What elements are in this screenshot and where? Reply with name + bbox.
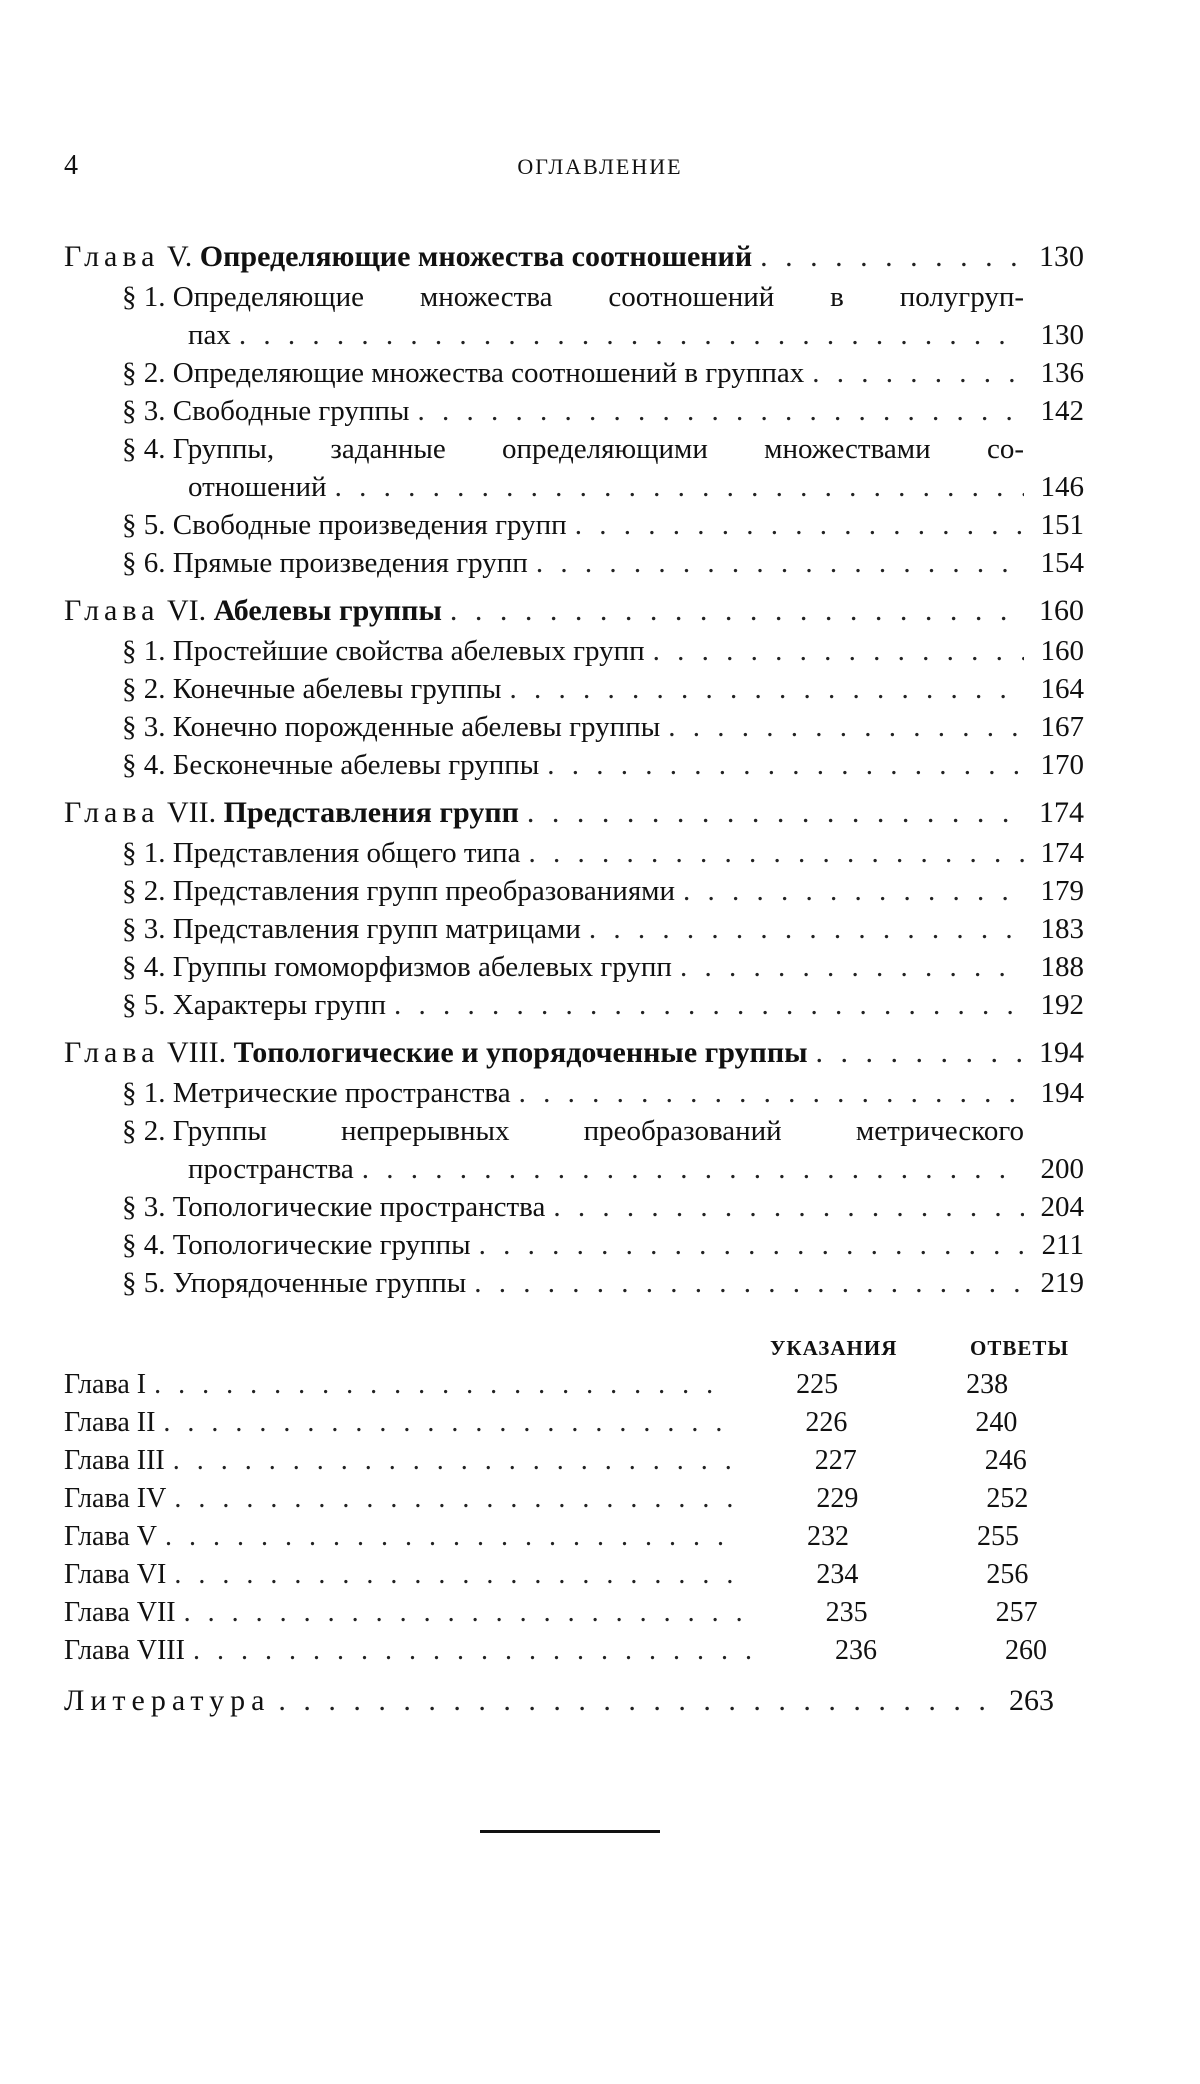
leader-dots xyxy=(536,544,1024,582)
section-number: § 4. xyxy=(122,951,166,983)
section-title: Упорядоченные группы xyxy=(172,1267,467,1299)
table-row[interactable] xyxy=(64,1594,1084,1632)
section-title: Определяющие множества соотношений в полугруп- xyxy=(172,281,1024,313)
column-header-hints: УКАЗАНИЯ xyxy=(770,1336,898,1360)
section-page: 188 xyxy=(1040,951,1084,983)
chapter-vii xyxy=(64,792,1084,1024)
hint-page: 236 xyxy=(834,1635,877,1666)
section-list xyxy=(122,632,1084,784)
page-number: 4 xyxy=(64,150,78,181)
answer-page: 246 xyxy=(984,1445,1027,1476)
chapter-page: 130 xyxy=(1039,240,1084,273)
hint-page: 227 xyxy=(814,1445,857,1476)
toc-entry[interactable] xyxy=(122,834,1084,872)
column-header-answers: ОТВЕТЫ xyxy=(970,1336,1069,1360)
section-page: 219 xyxy=(1040,1267,1084,1299)
leader-dots xyxy=(527,792,1024,834)
chapter-page: 194 xyxy=(1039,1036,1084,1069)
section-title: Топологические пространства xyxy=(172,1191,546,1223)
leader-dots xyxy=(519,1074,1024,1112)
section-number: § 1. xyxy=(122,281,166,313)
section-number: § 1. xyxy=(122,635,166,667)
leader-dots xyxy=(154,1366,714,1404)
section-number: § 1. xyxy=(122,837,166,869)
chapter-v xyxy=(64,236,1084,582)
section-title: Бесконечные абелевы группы xyxy=(172,749,540,781)
section-number: § 1. xyxy=(122,1077,166,1109)
leader-dots xyxy=(394,986,1024,1024)
answer-page: 238 xyxy=(966,1369,1009,1400)
leader-dots xyxy=(553,1188,1024,1226)
section-number: § 5. xyxy=(122,509,166,541)
chapter-prefix: Глава xyxy=(64,594,160,627)
section-title: Представления групп преобразованиями xyxy=(172,875,676,907)
leader-dots xyxy=(450,590,1024,632)
chapter-heading[interactable] xyxy=(64,590,1084,632)
leader-dots xyxy=(184,1594,744,1632)
section-number: § 2. xyxy=(122,357,166,389)
section-list xyxy=(122,278,1084,582)
toc-entry[interactable] xyxy=(122,632,1084,670)
leader-dots xyxy=(816,1032,1024,1074)
section-number: § 2. xyxy=(122,673,166,705)
section-number: § 2. xyxy=(122,875,166,907)
section-page: 194 xyxy=(1040,1077,1084,1109)
table-row[interactable] xyxy=(64,1404,1084,1442)
section-title: Топологические группы xyxy=(172,1229,471,1261)
section-page: 179 xyxy=(1040,875,1084,907)
toc-entry[interactable] xyxy=(122,670,1084,708)
toc-entry[interactable] xyxy=(122,506,1084,544)
toc-entry[interactable] xyxy=(122,430,1084,506)
section-page: 164 xyxy=(1040,673,1084,705)
leader-dots xyxy=(174,1480,734,1518)
chapter-prefix: Глава xyxy=(64,796,160,829)
toc-entry[interactable] xyxy=(122,544,1084,582)
leader-dots xyxy=(239,316,1024,354)
toc-entry[interactable] xyxy=(122,392,1084,430)
section-page: 170 xyxy=(1040,749,1084,781)
chapter-page: 174 xyxy=(1039,796,1084,829)
chapter-prefix: Глава xyxy=(64,240,160,273)
leader-dots xyxy=(163,1404,723,1442)
section-page: 130 xyxy=(1040,319,1084,351)
section-page: 146 xyxy=(1040,471,1084,503)
toc-entry[interactable] xyxy=(122,872,1084,910)
chapter-heading[interactable] xyxy=(64,792,1084,834)
page-header xyxy=(64,150,1136,190)
section-title: Определяющие множества соотношений в группах xyxy=(172,357,805,389)
section-title: Свободные произведения групп xyxy=(172,509,567,541)
chapter-title: Представления групп xyxy=(223,796,519,829)
hint-page: 234 xyxy=(816,1559,859,1590)
leader-dots xyxy=(474,1264,1024,1302)
leader-dots xyxy=(174,1556,734,1594)
section-title-continued: пах xyxy=(188,319,231,351)
section-number: § 5. xyxy=(122,989,166,1021)
row-label: Глава VI xyxy=(64,1559,167,1590)
table-row[interactable] xyxy=(64,1366,1084,1404)
literature-page: 263 xyxy=(1009,1684,1054,1717)
leader-dots xyxy=(547,746,1024,784)
section-title-continued: пространства xyxy=(188,1153,354,1185)
leader-dots xyxy=(479,1226,1024,1264)
section-title: Простейшие свойства абелевых групп xyxy=(172,635,645,667)
section-title: Конечно порожденные абелевы группы xyxy=(172,711,661,743)
toc-entry[interactable] xyxy=(122,278,1084,354)
section-page: 151 xyxy=(1040,509,1084,541)
leader-dots xyxy=(760,236,1024,278)
row-label: Глава III xyxy=(64,1445,165,1476)
section-page: 142 xyxy=(1040,395,1084,427)
table-row[interactable] xyxy=(64,1442,1084,1480)
chapter-number: VII. xyxy=(166,796,217,829)
section-title: Группы непрерывных преобразований метрического xyxy=(172,1115,1024,1147)
hint-page: 229 xyxy=(816,1483,859,1514)
section-number: § 4. xyxy=(122,1229,166,1261)
answer-page: 255 xyxy=(976,1521,1019,1552)
leader-dots xyxy=(165,1518,725,1556)
row-label: Глава I xyxy=(64,1369,147,1400)
leader-dots xyxy=(528,834,1024,872)
section-number: § 6. xyxy=(122,547,166,579)
leader-dots xyxy=(335,468,1024,506)
row-label: Глава VIII xyxy=(64,1635,185,1666)
table-of-contents xyxy=(64,228,1084,1308)
chapter-page: 160 xyxy=(1039,594,1084,627)
toc-entry[interactable] xyxy=(122,948,1084,986)
section-title: Прямые произведения групп xyxy=(172,547,528,579)
section-title-continued: отношений xyxy=(188,471,327,503)
answer-page: 256 xyxy=(986,1559,1029,1590)
row-label: Глава IV xyxy=(64,1483,167,1514)
chapter-prefix: Глава xyxy=(64,1036,160,1069)
leader-dots xyxy=(278,1682,994,1720)
hint-page: 226 xyxy=(805,1407,848,1438)
toc-entry[interactable] xyxy=(122,1226,1084,1264)
section-number: § 5. xyxy=(122,1267,166,1299)
chapter-title: Топологические и упорядоченные группы xyxy=(233,1036,808,1069)
table-row[interactable] xyxy=(64,1632,1084,1670)
toc-entry[interactable] xyxy=(122,910,1084,948)
answer-page: 257 xyxy=(995,1597,1038,1628)
section-number: § 2. xyxy=(122,1115,166,1147)
section-page: 200 xyxy=(1040,1153,1084,1185)
section-number: § 4. xyxy=(122,433,166,465)
hint-page: 225 xyxy=(796,1369,839,1400)
section-number: § 3. xyxy=(122,395,166,427)
section-page: 160 xyxy=(1040,635,1084,667)
table-row[interactable] xyxy=(64,1480,1084,1518)
literature-entry[interactable] xyxy=(64,1682,1084,1720)
chapter-heading[interactable] xyxy=(64,236,1084,278)
hints-answers-header xyxy=(64,1330,1084,1366)
toc-entry[interactable] xyxy=(122,1264,1084,1302)
toc-entry[interactable] xyxy=(122,708,1084,746)
section-number: § 3. xyxy=(122,711,166,743)
section-page: 154 xyxy=(1040,547,1084,579)
chapter-heading[interactable] xyxy=(64,1032,1084,1074)
toc-entry[interactable] xyxy=(122,354,1084,392)
leader-dots xyxy=(653,632,1024,670)
section-page: 211 xyxy=(1041,1229,1084,1261)
table-row[interactable] xyxy=(64,1518,1084,1556)
chapter-number: VIII. xyxy=(166,1036,227,1069)
end-rule xyxy=(480,1830,660,1833)
section-title: Конечные абелевы группы xyxy=(172,673,502,705)
leader-dots xyxy=(417,392,1024,430)
row-label: Глава VII xyxy=(64,1597,176,1628)
section-page: 183 xyxy=(1040,913,1084,945)
leader-dots xyxy=(668,708,1024,746)
table-row[interactable] xyxy=(64,1556,1084,1594)
leader-dots xyxy=(362,1150,1024,1188)
section-title: Представления групп матрицами xyxy=(172,913,581,945)
section-list xyxy=(122,834,1084,1024)
answer-page: 252 xyxy=(986,1483,1029,1514)
chapter-number: V. xyxy=(166,240,193,273)
chapter-title: Абелевы группы xyxy=(213,594,442,627)
literature-label: Литература xyxy=(64,1684,271,1717)
section-page: 192 xyxy=(1040,989,1084,1021)
section-number: § 4. xyxy=(122,749,166,781)
hints-answers-table xyxy=(64,1330,1084,1720)
section-page: 204 xyxy=(1040,1191,1084,1223)
running-head: ОГЛАВЛЕНИЕ xyxy=(517,154,683,179)
section-page: 174 xyxy=(1040,837,1084,869)
hint-page: 232 xyxy=(806,1521,849,1552)
section-number: § 3. xyxy=(122,1191,166,1223)
answer-page: 260 xyxy=(1004,1635,1047,1666)
section-title: Метрические пространства xyxy=(172,1077,511,1109)
chapter-title: Определяющие множества соотношений xyxy=(199,240,753,273)
leader-dots xyxy=(680,948,1024,986)
toc-entry[interactable] xyxy=(122,1112,1084,1188)
toc-entry[interactable] xyxy=(122,986,1084,1024)
section-number: § 3. xyxy=(122,913,166,945)
toc-entry[interactable] xyxy=(122,1074,1084,1112)
section-page: 167 xyxy=(1040,711,1084,743)
leader-dots xyxy=(193,1632,753,1670)
section-title: Характеры групп xyxy=(172,989,386,1021)
answer-page: 240 xyxy=(975,1407,1018,1438)
chapter-viii xyxy=(64,1032,1084,1302)
section-page: 136 xyxy=(1040,357,1084,389)
section-list xyxy=(122,1074,1084,1302)
section-title: Группы, заданные определяющими множествами со- xyxy=(172,433,1024,465)
leader-dots xyxy=(575,506,1024,544)
chapter-number: VI. xyxy=(166,594,207,627)
section-title: Представления общего типа xyxy=(172,837,521,869)
section-title: Свободные группы xyxy=(172,395,410,427)
row-label: Глава II xyxy=(64,1407,156,1438)
leader-dots xyxy=(812,354,1024,392)
toc-entry[interactable] xyxy=(122,1188,1084,1226)
row-label: Глава V xyxy=(64,1521,157,1552)
leader-dots xyxy=(173,1442,733,1480)
hint-page: 235 xyxy=(825,1597,868,1628)
leader-dots xyxy=(683,872,1024,910)
section-title: Группы гомоморфизмов абелевых групп xyxy=(172,951,672,983)
leader-dots xyxy=(589,910,1024,948)
chapter-vi xyxy=(64,590,1084,784)
toc-entry[interactable] xyxy=(122,746,1084,784)
leader-dots xyxy=(509,670,1024,708)
